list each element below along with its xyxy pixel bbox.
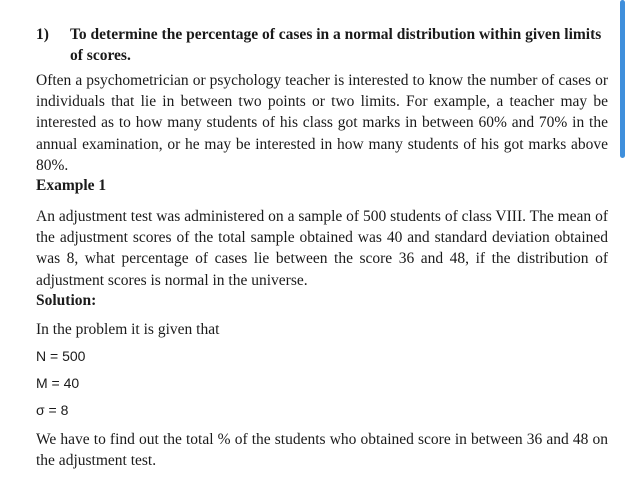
example-paragraph: An adjustment test was administered on a sample of 500 students of class VIII. The mean of the adjustment scores of the total sample obtained was 40 and standard deviation obtained was 8, what percentage of cases lie between the score 36 and 48, if the distribution of adjustment scores is normal in the universe. [36,208,608,289]
section-title: To determine the percentage of cases in a normal distribution within given limits of scores. [70,26,602,64]
given-statement: In the problem it is given that [36,321,220,338]
equation-mean: M = 40 [36,375,80,391]
intro-paragraph: Often a psychometrician or psychology teacher is interested to know the number of cases or individuals that lie in between two points or two limits. For example, a teacher may be interested as to how many students of his class got marks in between 60% and 70% in the annual examination, or he may be interested in how many students of his got marks above 80%. [36,72,608,174]
vertical-scrollbar[interactable] [620,0,625,158]
conclusion-paragraph: We have to find out the total % of the students who obtained score in between 36 and 48 on the adjustment test. [36,431,608,470]
equation-n: N = 500 [36,348,86,364]
solution-label: Solution: [36,292,97,309]
section-number: 1) [36,26,49,43]
section-heading [36,24,611,66]
equation-sigma: σ = 8 [36,402,69,418]
example-label: Example 1 [36,177,107,194]
